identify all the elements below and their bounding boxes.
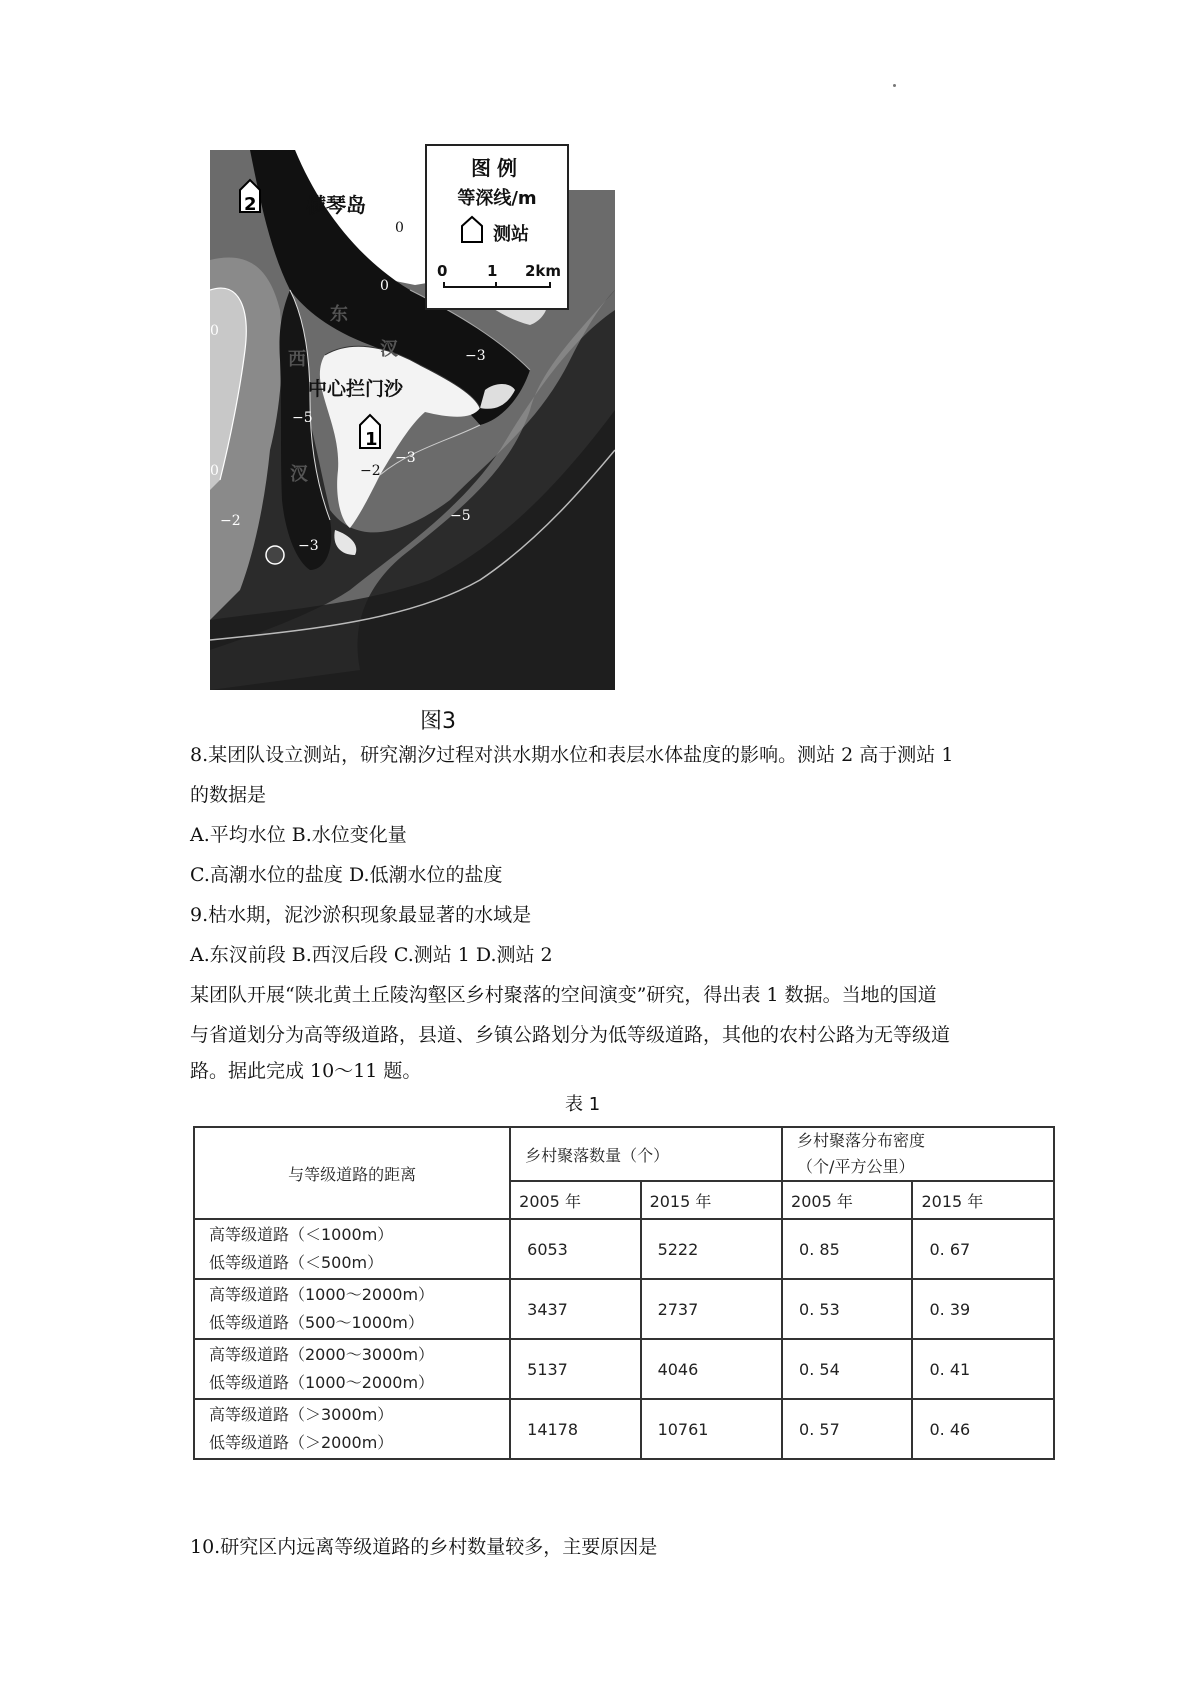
stray-dot (893, 84, 896, 87)
question-8-options-2: C.高潮水位的盐度 D.低潮水位的盐度 (190, 864, 503, 886)
contour-value: −3 (465, 348, 486, 364)
intro-line-2: 与省道划分为高等级道路，县道、乡镇公路划分为低等级道路，其他的农村公路为无等级道 (190, 1024, 951, 1046)
settlement-table (193, 1126, 1055, 1460)
distance-cell: 高等级道路（2000～3000m） 低等级道路（1000～2000m） (194, 1339, 510, 1399)
question-10: 10.研究区内远离等级道路的乡村数量较多，主要原因是 (190, 1536, 658, 1558)
scale-mark (549, 282, 551, 288)
question-9: 9.枯水期，泥沙淤积现象最显著的水域是 (190, 904, 532, 926)
density-2015: 0. 46 (912, 1399, 1054, 1459)
density-2015: 0. 67 (912, 1219, 1054, 1279)
table-row (194, 1399, 1054, 1459)
scale-tick-0: 0 (437, 262, 448, 280)
density-2015: 0. 39 (912, 1279, 1054, 1339)
question-8-options-1: A.平均水位 B.水位变化量 (190, 824, 407, 846)
distance-cell: 高等级道路（＜1000m） 低等级道路（＜500m） (194, 1219, 510, 1279)
density-2005: 0. 85 (782, 1219, 912, 1279)
density-2005: 0. 54 (782, 1339, 912, 1399)
question-8-line-2: 的数据是 (190, 784, 267, 806)
count-2015: 4046 (641, 1339, 782, 1399)
contour-value: −3 (298, 538, 319, 554)
contour-value: 0 (380, 278, 389, 294)
scale-tick-2: 2km (525, 262, 562, 280)
question-9-options: A.东汊前段 B.西汊后段 C.测站 1 D.测站 2 (190, 944, 553, 966)
legend-title: 图例 (471, 156, 523, 180)
header-year: 2015 年 (912, 1181, 1054, 1219)
contour-value: 0 (210, 463, 219, 479)
label-east-channel-2: 汊 (380, 339, 398, 360)
header-year: 2005 年 (510, 1181, 640, 1219)
count-2005: 5137 (510, 1339, 640, 1399)
label-east-channel-1: 东 (330, 304, 348, 325)
svg-text:1: 1 (365, 429, 378, 450)
contour-value: 0 (210, 323, 219, 339)
header-count: 乡村聚落数量（个） (510, 1127, 782, 1181)
scale-bar (437, 262, 562, 302)
intro-line-1: 某团队开展“陕北黄土丘陵沟壑区乡村聚落的空间演变”研究，得出表 1 数据。当地的国道 (190, 984, 937, 1006)
contour-value: −2 (360, 463, 381, 479)
small-shoal (266, 546, 284, 564)
count-2005: 6053 (510, 1219, 640, 1279)
scale-tick-1: 1 (487, 262, 498, 280)
count-2015: 10761 (641, 1399, 782, 1459)
density-2015: 0. 41 (912, 1339, 1054, 1399)
density-2005: 0. 53 (782, 1279, 912, 1339)
contour-value: −5 (450, 508, 471, 524)
header-density-line-1: 乡村聚落分布密度 (797, 1131, 926, 1150)
contour-value: 0 (395, 220, 404, 236)
label-central-sand-bar: 中心拦门沙 (308, 378, 404, 400)
table-row (194, 1219, 1054, 1279)
count-2015: 2737 (641, 1279, 782, 1339)
contour-value: −5 (292, 410, 313, 426)
contour-value: −2 (220, 513, 241, 529)
legend-station: 测站 (493, 224, 529, 245)
header-density-line-2: （个/平方公里） (797, 1157, 915, 1176)
header-year: 2005 年 (782, 1181, 912, 1219)
count-2015: 5222 (641, 1219, 782, 1279)
distance-cell: 高等级道路（＞3000m） 低等级道路（＞2000m） (194, 1399, 510, 1459)
header-distance: 与等级道路的距离 (194, 1127, 510, 1219)
map-legend (425, 144, 569, 310)
figure-3-map (210, 150, 615, 690)
label-hengqin-island: 横琴岛 (306, 193, 366, 217)
table-row (194, 1279, 1054, 1339)
density-2005: 0. 57 (782, 1399, 912, 1459)
contour-value: −3 (395, 450, 416, 466)
legend-contour: 等深线/m (457, 188, 537, 209)
label-west-channel-2: 汊 (290, 464, 308, 485)
scale-mark (495, 282, 497, 288)
scale-line (443, 286, 551, 288)
header-density (782, 1127, 1054, 1181)
header-year: 2015 年 (641, 1181, 782, 1219)
label-west-channel-1: 西 (288, 349, 306, 370)
intro-line-3: 路。据此完成 10～11 题。 (190, 1060, 422, 1082)
figure-caption: 图3 (420, 709, 456, 734)
distance-cell: 高等级道路（1000～2000m） 低等级道路（500～1000m） (194, 1279, 510, 1339)
count-2005: 14178 (510, 1399, 640, 1459)
count-2005: 3437 (510, 1279, 640, 1339)
svg-text:2: 2 (244, 194, 257, 215)
table-row (194, 1339, 1054, 1399)
scale-mark (443, 282, 445, 288)
station-icon (457, 214, 487, 244)
table-title: 表 1 (565, 1094, 601, 1115)
question-8-line-1: 8.某团队设立测站，研究潮汐过程对洪水期水位和表层水体盐度的影响。测站 2 高于测站 1 (190, 744, 954, 766)
